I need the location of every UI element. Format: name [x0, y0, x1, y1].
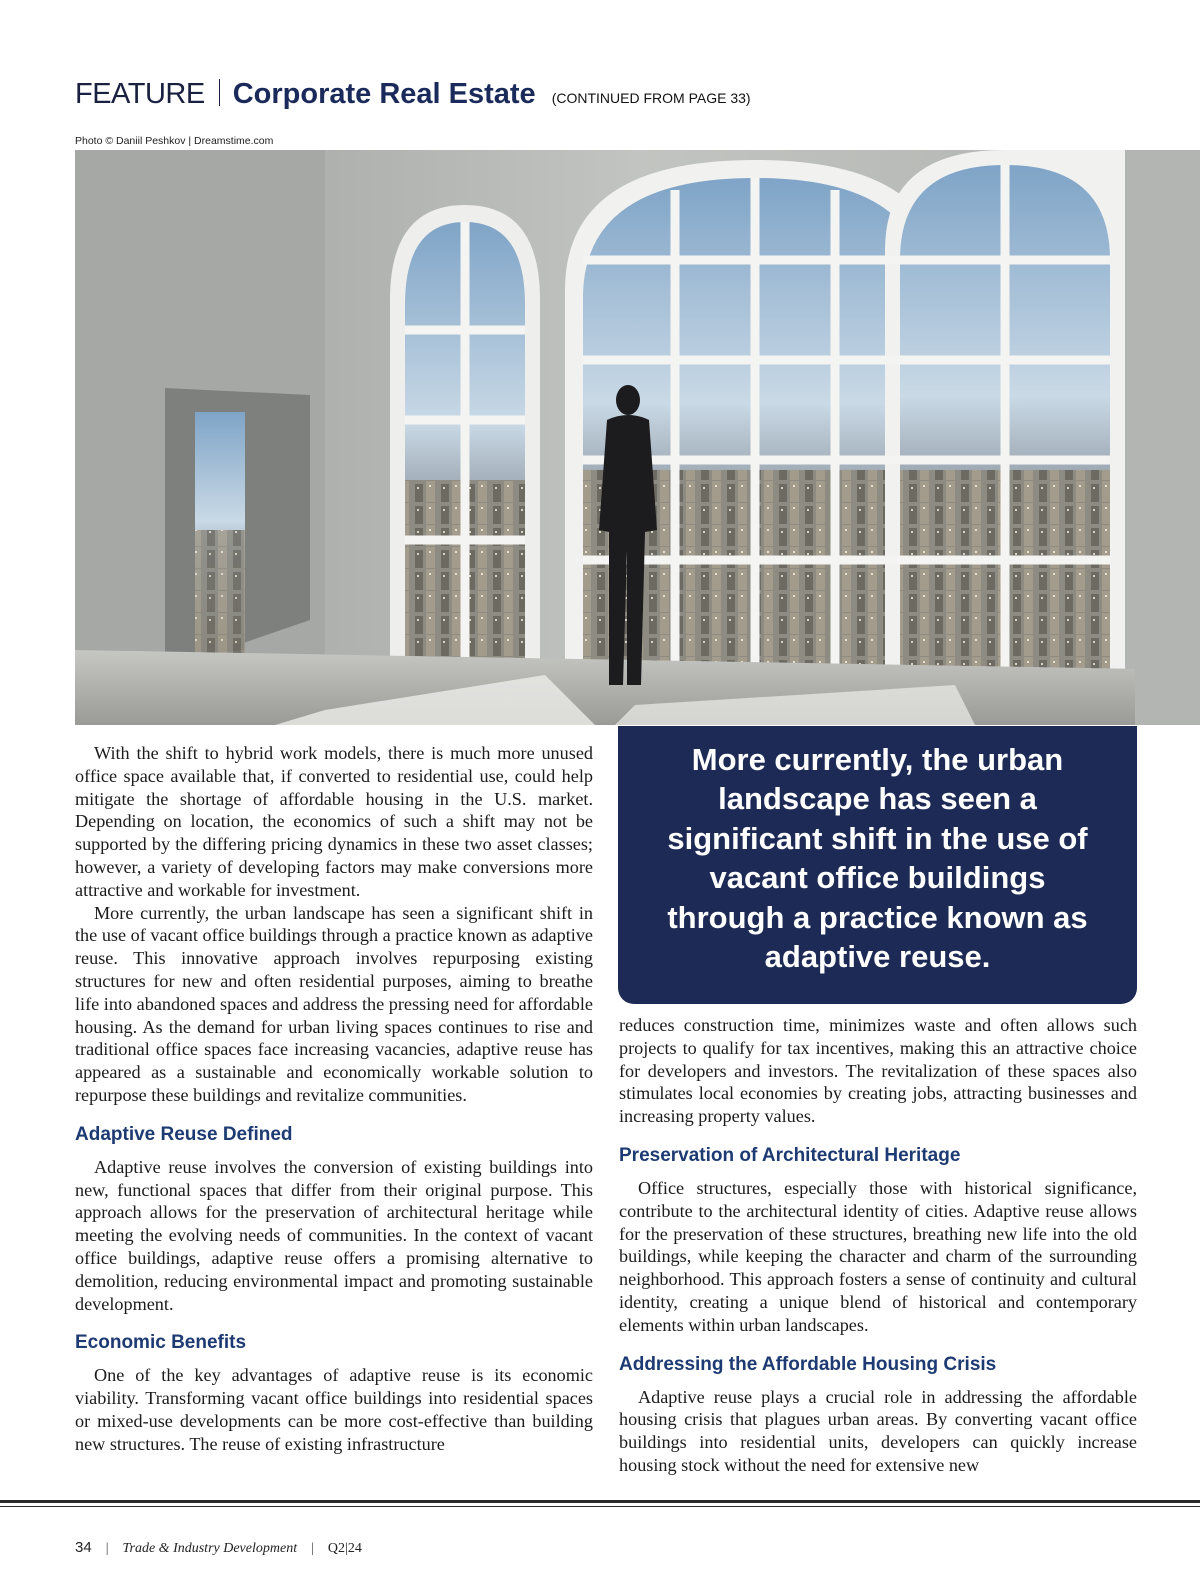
footer-divider: | — [105, 1541, 109, 1556]
body-paragraph: reduces construction time, minimizes waste and often allows such projects to qualify for tax incentives, making this an attractive choice for developers and investors. The revitalization of these spaces also stimulates local economies by creating jobs, attracting businesses and increasing property values. — [619, 1015, 1137, 1127]
footer-rule-thin — [0, 1506, 1200, 1507]
header-divider — [219, 79, 220, 106]
footer-rule — [0, 1500, 1200, 1503]
section-label: FEATURE — [75, 78, 205, 110]
section-heading-economic-benefits: Economic Benefits — [75, 1332, 247, 1354]
page-header — [75, 78, 751, 118]
section-heading-affordable-housing: Addressing the Affordable Housing Crisis — [619, 1353, 997, 1375]
body-paragraph: With the shift to hybrid work models, there is much more unused office space available that, if converted to residential use, could help mitigate the shortage of affordable housing in the U.S. market. Depending on location, the economics of such a shift may not be supported by the differing pricing dynamics in these two asset classes; however, a variety of developing factors may make conversions more attractive and workable for investment. — [75, 743, 593, 900]
body-paragraph: More currently, the urban landscape has seen a significant shift in the use of vacant office buildings through a practice known as adaptive reuse. This innovative approach involves repurposing existing structures for new and often residential purposes, aiming to breathe life into abandoned spaces and address the pressing need for affordable housing. As the demand for urban living spaces continues to rise and traditional office spaces face increasing vacancies, adaptive reuse has appeared as a sustainable and economically workable solution to repurpose these buildings and revitalize communities. — [75, 902, 593, 1105]
body-paragraph: Adaptive reuse involves the conversion of existing buildings into new, functional spaces that differ from their original purpose. This approach allows for the preservation of architectural heritage while meeting the evolving needs of communities. In the context of vacant office buildings, adaptive reuse offers a promising alternative to demolition, reducing environmental impact and promoting sustainable development. — [75, 1156, 593, 1314]
section-heading-architectural-heritage: Preservation of Architectural Heritage — [619, 1144, 961, 1166]
section-title: Corporate Real Estate — [232, 78, 536, 110]
feature-photo — [75, 150, 1200, 725]
photo-credit: Photo © Daniil Peshkov | Dreamstime.com — [75, 135, 274, 147]
section-heading-adaptive-reuse-defined: Adaptive Reuse Defined — [75, 1123, 293, 1145]
page-footer — [75, 1539, 362, 1557]
pull-quote: More currently, the urban landscape has seen a significant shift in the use of vacant office buildings through a practice known as adaptive reuse. — [618, 726, 1137, 1004]
continued-note: (CONTINUED FROM PAGE 33) — [551, 90, 751, 106]
footer-divider: | — [311, 1541, 314, 1556]
body-paragraph: Adaptive reuse plays a crucial role in addressing the affordable housing crisis that plagues urban areas. By converting vacant office buildings into residential units, developers can quickly increase housing stock without the need for extensive new — [619, 1386, 1137, 1475]
body-paragraph: Office structures, especially those with historical significance, contribute to the architectural identity of cities. Adaptive reuse allows for the preservation of these structures, breathing new life into the old buildings, while keeping the character and charm of the surrounding neighborhood. This approach fosters a sense of continuity and cultural identity, creating a unique blend of historical and contemporary elements within urban landscapes. — [619, 1177, 1137, 1335]
page-number: 34 — [75, 1539, 92, 1556]
left-column — [75, 742, 593, 1456]
body-paragraph: One of the key advantages of adaptive reuse is its economic viability. Transforming vacant office buildings into residential spaces or mixed-use developments can be more cost-effective than building new structures. The reuse of existing infrastructure — [75, 1365, 593, 1454]
issue-label: Q2|24 — [327, 1541, 362, 1556]
right-column — [619, 1014, 1137, 1477]
publication-name: Trade & Industry Development — [122, 1541, 298, 1556]
